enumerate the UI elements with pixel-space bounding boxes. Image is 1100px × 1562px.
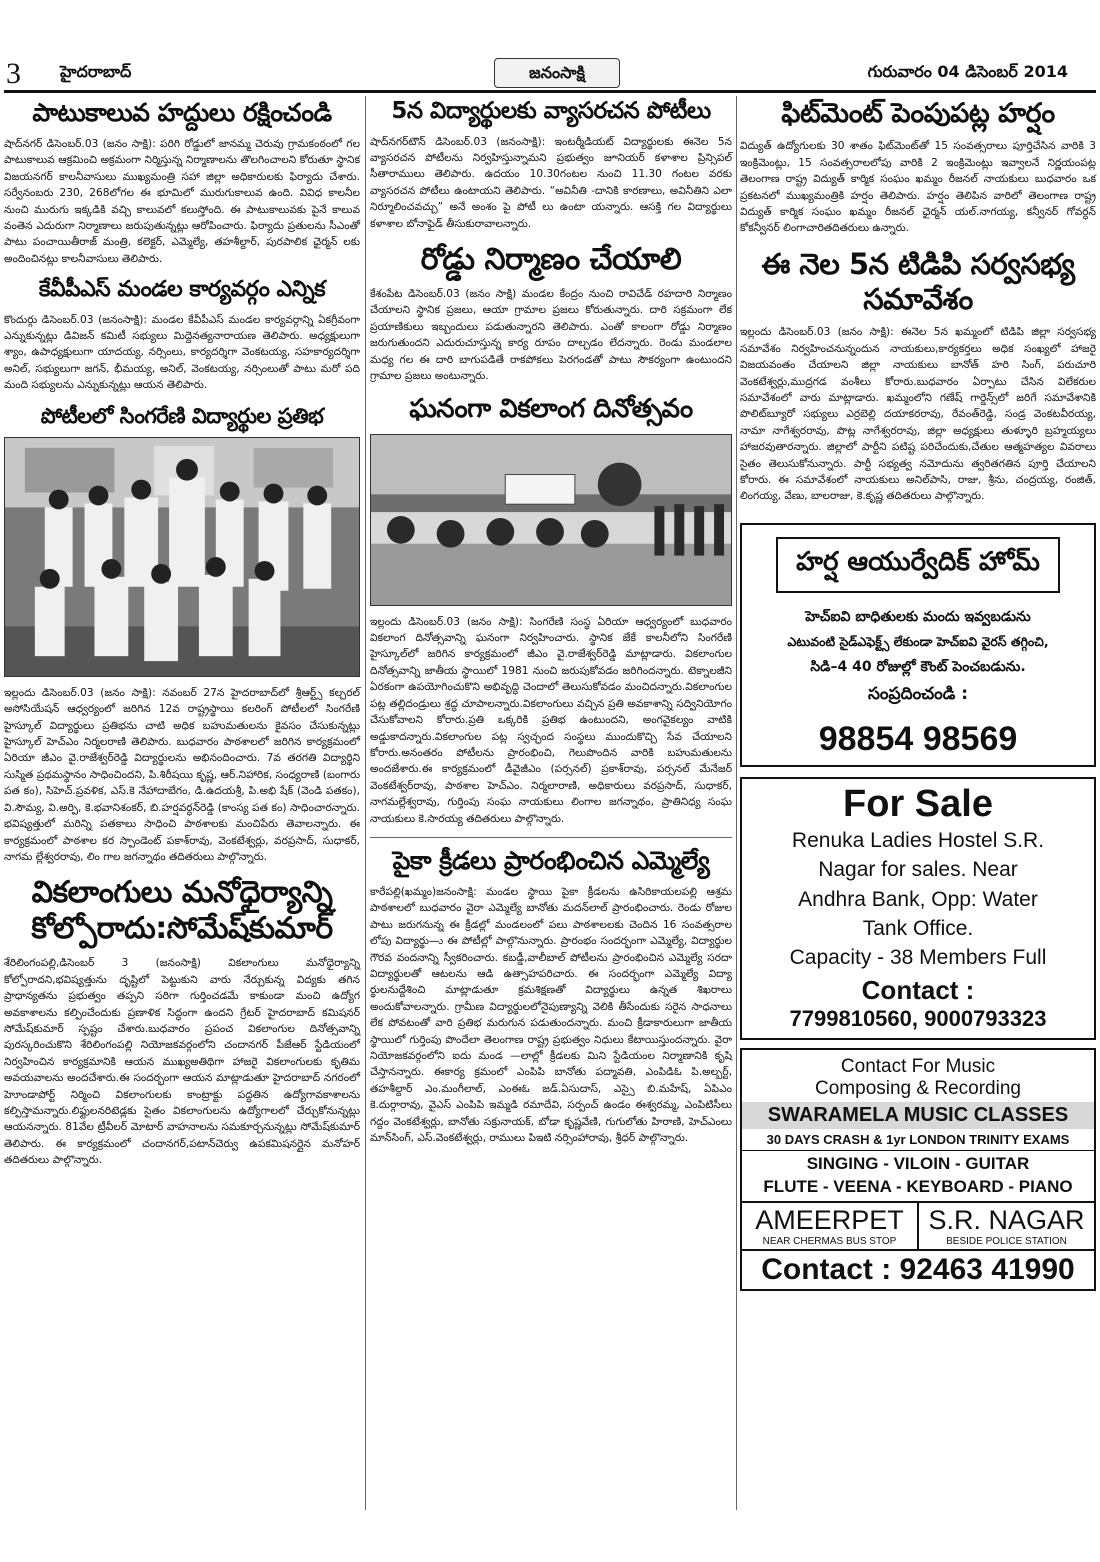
ad-phone: 7799810560, 9000793323 <box>789 1005 1047 1031</box>
ad-contact-label: సంప్రదించండి : <box>867 683 969 704</box>
ad-line: ఎటువంటి సైడ్‌ఎఫెక్ట్స్ లేకుండా హెచ్ఐవి వైరస్ తగ్గించి, <box>787 633 1049 649</box>
ad-line: Tank Office. <box>862 917 974 941</box>
ad-locations <box>742 1201 1094 1249</box>
column-middle <box>370 96 732 1156</box>
edition-date: గురువారం 04 డిసెంబర్ 2014 <box>867 62 1068 81</box>
headline-line-1: వికలాంగులు మనోధైర్యాన్ని <box>31 875 333 911</box>
headline: పైకా క్రీడలు ప్రారంభించిన ఎమ్మెల్యే <box>370 837 732 876</box>
article-kvps <box>4 277 360 393</box>
ad-line: Andhra Bank, Opp: Water <box>798 887 1038 911</box>
ad-phone: 98854 98569 <box>818 719 1018 758</box>
article-disabled-day <box>370 394 732 826</box>
article-body: విద్యుత్ ఉద్యోగులకు 30 శాతం ఫిట్‌మెంట్‌తో 15 సంవత్సరాలు పూర్తిచేసిన వారికి 3 ఇంక్రిమెంట్లు, 15 సంవత్సరాలలోపు వారికి 2 ఇంక్రిమెంట్లు ఇవ్వాలనే నిర్ణయంపట్ల తెలంగాణ రాష్ట్ర విద్యుత్ కార్మిక సంఘం ఖమ్మం రీజనల్ నాయకులు బుధవారం ఒక ప్రకటనలో ముఖ్యమంత్రికి హర్షం తెలిపారు. హర్షం తెలిపిన వారిలో తెలంగాణ రాష్ట్ర విద్యుత్ కార్మిక సంఘం ఖమ్మం రీజనల్ ఛైర్మన్ యల్.నాగయ్య, కన్వీనర్ గోవర్ధన్ కోకన్వీనర్ లింగాచారితదితరులు ఉన్నారు. <box>740 140 1096 235</box>
ad-courses: 30 DAYS CRASH & 1yr LONDON TRINITY EXAMS <box>766 1131 1070 1147</box>
masthead <box>0 58 1100 90</box>
article-tdp <box>740 247 1096 505</box>
article-road <box>370 242 732 384</box>
location-sr-nagar <box>917 1203 1094 1249</box>
article-body: షాద్‌నగర్ డిసెంబర్.03 (జనం సాక్షి): పరిగి రోడ్డులో జానమ్మ చెరువు గ్రామకంఠంలో గల పాటుకాలువ ఆక్రమించి అక్రమంగా నిర్మిస్తున్న నిర్మాణాలను తొలగించాలని కోరుతూ స్థానిక విజయనగర్ కాలనీవాసులు ముఖ్యమంత్రి సహా జిల్లా అధికారులకు ఫిర్యాదు చేశారు. సర్వేనంబరు 230, 268లోగల ఈ భూమిలో మురుగుకాలువ ఉంది. వివిధ కాలనీల నుంచి మురుగు ఇక్కడికి వచ్చి కాలువలో కలుస్తోంది. ఈ పాటుకాలువకు పైనే కాలువ వంతెన ఎదురుగా నిర్మాణాలు జరుపుతున్నట్లు ఆరోపించారు. ఫిర్యాదు ప్రతులను సీఎంతో పాటు పంచాయితీరాజ్ మంత్రి, కలెక్టర్, ఎమ్మెల్యే, తహశీల్దార్, పురపాలిక ఛైర్మన్ లకు అందించినట్లు కాలనీవాసులు తెలిపారు. <box>4 138 360 265</box>
column-divider <box>736 96 737 1510</box>
ad-title: SWARAMELA MUSIC CLASSES <box>742 1102 1094 1129</box>
students-photo <box>4 437 360 677</box>
location-name: S.R. NAGAR <box>928 1204 1085 1235</box>
ad-instruments: SINGING - VILOIN - GUITAR <box>742 1150 1094 1174</box>
headline: 5న విద్యార్థులకు వ్యాసరచన పోటీలు <box>391 98 711 124</box>
ad-line: Contact For Music <box>840 1055 996 1077</box>
article-body: ఇల్లందు డిసెంబర్.03 (జనం సాక్షి): సింగరేణి సంస్థ ఏరియా ఆధ్వర్యంలో బుధవారం వికలాంగ దినోత్సవాన్ని ఘనంగా నిర్వహించారు. స్థానిక జేకే కాలనీలోని సింగరేణి హైస్కూల్‌లో జరిగిన కార్యక్రమంలో జీఎం వై.రాజేశ్వర్‌రెడ్డి మాట్లాడారు. వికలాంగుల దినోత్సవాన్ని జాతీయ స్థాయిలో 1981 నుంచి జరుపుకోవడం జరిగిందన్నారు. టెక్నాలజీని ఏరకంగా ఉపయోగించుకొని అభివృద్ధి చెందాలో తెలుసుకోవడం మంచిదన్నారు.వికలాంగుల పట్ల తల్లిదండ్రులు శ్రద్ధ చూపాలన్నారు.వికలాంగులు వచ్చిన ప్రతి అవకాశాన్ని సద్వినియోగం చేసుకోవాలని కోరారు.ప్రతి ఒక్కరికి ప్రతిభ ఉంటుందని, అంగవైకల్యం వాటికి అడ్డుకాదన్నారు.వికలాంగుల పట్ల స్వచ్ఛంద సంస్థలు ముందుకొచ్చి సేవ చేయాలని కోరారు.అనంతరం పోటీలను ప్రారంభించి, గెలుపొందిన వారికి బహుమతులను అందజేశారు.ఈ కార్యక్రమంలో డీవైజీఎం (పర్సనల్) ప్రకాశ్‌రావు, పర్సనల్ మేనేజర్ వెంకటేశ్వర్‌రావు, పాఠశాల హెచ్ఎం. నిర్మలారాణి, అధికారులు వరప్రసాద్, సుధాకర్, నాగమల్లేశ్వరావు, గుర్తింపు సంఘ నాయకులు లింగాల జగన్నాథం, ప్రాతినిధ్య సంఘ నాయకులు కె.సారయ్య తదితరులు పాల్గొన్నారు. <box>370 615 732 825</box>
article-somesh <box>4 875 360 1168</box>
article-body: శేరిలింగంపల్లి,డిసెంబర్ 3 (జనంసాక్షి) వికలాంగులు మనోధైర్యాన్ని కోల్పోరాదని,భవిష్యత్తును దృష్టిలో పెట్టుకుని వారు నేర్చుకున్న విద్యకు తగిన ప్రాధాన్యతను ప్రభుత్వం తప్పని సరిగా గుర్తించడమే కాకుండా మంచి ఉద్యోగ అవకాశాలను కల్పించేందుకు ప్రణాళిక సిద్ధంగా ఉందని గ్రేటర్ హైదరాబాద్ కమిషనర్ సోమేష్‌కుమార్ స్పష్టం చేశారు.బుధవారం ప్రపంచ వికలాంగుల దినోత్సవాన్ని పురస్కరించుకొని శేరిలింగంపల్లి నియోజకవర్గంలోని చందానగర్ పీజేఆర్ స్టేడియంలో నిర్వహించిన కార్యక్రమానికి ఆయన ముఖ్యఅతిథిగా హాజరై వికలాంగులకు కృతిమ అవయవాలను అందచేశారు.ఈ సందర్భంగా ఆయన మాట్లాడుతూ హైదరాబాద్ నగరంలో హెూండాపోర్ట్ నిర్మించి వికలాంగులకు కాంట్రాక్టు పద్ధతిన ఉద్యోగావకాశాలను కల్పిస్తామన్నారు.లిఫ్టులనరిటెడ్లకు సైతం వికలాంగులను ఉద్యోగాలలో చేర్చుకోనున్నట్లు ఆయనన్నారు. 81వేల ట్రీవీలర్ మోటార్ వాహనాలను సమకూర్చనున్నట్లు సోమేష్‌కుమార్ తెలిపారు. ఈ కార్యక్రమంలో చందానగర్,పటాన్‌చెర్వు ఉపకమిషనర్లైన మనోహర్ తదితరులు పాల్గొన్నారు. <box>4 957 360 1167</box>
headline: పాటుకాలువ హద్దులు రక్షించండి <box>32 98 332 127</box>
headline: రోడ్డు నిర్మాణం చేయాలి <box>420 242 682 278</box>
ad-instruments: FLUTE - VEENA - KEYBOARD - PIANO <box>763 1176 1073 1196</box>
ad-contact-label: Contact : <box>861 974 975 1005</box>
location-name: AMEERPET <box>755 1204 904 1235</box>
article-potukaluva <box>4 98 360 267</box>
article-body: ఇల్లందు డిసెంబర్.03 (జనం సాక్షి): నవంబర్ 27న హైదరాబాద్‌లో శ్రీఆర్ట్స్ కల్చరల్ అసోసియేషన్ ఆధ్వర్యంలో జరిగిన 12వ రాష్ట్రస్థాయి కలరింగ్ పోటీలలో సింగరేణి హైస్కూల్ విద్యార్థులు ప్రతిభను చాటి అధిక బహుమతులను కైవసం చేసుకున్నట్లు హైస్కూల్ హెచ్ఎం నిర్మలరాణి తెలిపారు. బుధవారం పాఠశాలలో జరిగిన కార్యక్రమంలో ఏరియా జీఎం వై.రాజేశ్వర్‌రెడ్డి విద్యార్థులను అభినందించారు. 7వ తరగతి విద్యార్థిని సుస్మిత ప్రథమస్థానం సాధించిందని, పి.శిరీషయి కృష్ణ, ఆర్.నిహారిక, సంధ్యరాణి (బంగారు పత కం), సిహెచ్.ప్రవళిక, ఎస్.కె నేహాదాబేగం, డి.ఉదయశ్రీ, పి.అభి షేక్ (వెండి పతకం), వి.సౌమ్య, వి.అర్పి, కె.భవానిశంకర్, బి.హర్షవర్ధన్‌రెడ్డి (కాంస్య పత కం) సాధించారన్నారు. భవిష్యత్తులో మరిన్ని పతకాలు సాధించి పాఠశాలకు మంచిపేరు తెవాలన్నారు. ఈ కార్యక్రమంలో పాఠశాల కర స్పాండెంట్ పకాశ్‌రావు, వెంకటేశ్వర్లు, వరప్రసాద్, సుధాకర్, నాగమ ల్లేశ్వరరావు, లిం గాల జగన్నాథం తదితరులు పాల్గొన్నారు. <box>4 686 360 863</box>
location-note: BESIDE POLICE STATION <box>946 1235 1067 1247</box>
ad-phone: Contact : 92463 41990 <box>742 1249 1094 1289</box>
ad-line: Renuka Ladies Hostel S.R. <box>791 828 1045 852</box>
headline-line-2: సమావేశం <box>863 281 973 316</box>
article-body: కేశంపేట డిసెంబర్.03 (జనం సాక్షి) మండల కేంద్రం నుంచి రావిచేడ్ రహదారి నిర్మాణం చేయాలని స్థానిక ప్రజలు, ఆయా గ్రామాల ప్రజలు కోరుతున్నారు. దారి సక్రమంగా లేక ప్రయాణికులు ఇబ్బందులు పడుతున్నారని తెలిపారు. ఎంతో కాలంగా రోడ్డు నిర్మాణం జరుగుతుందని ఎదురుచూస్తున్న కార్య రూపం దాల్చడం లేదన్నారు. రెండు మండలాల మధ్య గల ఈ దారి బాగుపడితే రాకపోకలు పెరగండతో పాటు సౌకర్యంగా ఉంటుందని గ్రామాల ప్రజలు అంటున్నారు. <box>370 288 732 383</box>
ad-line: Composing & Recording <box>815 1077 1021 1099</box>
ad-title: హర్ష ఆయుర్వేదిక్ హోమ్ <box>776 537 1060 593</box>
ad-line: హెచ్ఐవి బాధితులకు మందు ఇవ్వబడును <box>805 608 1031 625</box>
article-body: ఇల్లందు డిసెంబర్.03 (జనం సాక్షి): ఈనెల 5న ఖమ్మంలో టిడిపి జిల్లా సర్వసభ్య సమావేశం నిర్వహించనున్నందున నాయకులు,కార్యకర్తలు అధిక సంఖ్యలో హాజరై విజయవంతం చేయాలని జిల్లా నాయకులు బానోత్ హరి సింగ్, పరుచూరి వెంకటేశ్వర్లు,ముద్రగడ వంశీలు కోరారు.బుధవారం ఏర్పాటు చేసిన విలేకరుల సమావేశంలో వారు మాట్లాడారు. ఖమ్మంలోని గణేష్ గార్డెన్స్‌లో జరిగే సమావేశానికి పొలిట్‌బ్యూరో సభ్యులు ఎర్రబెల్లి దయాకరరావు, రేవంత్‌రెడ్డి, సండ్ర వెంకటవీరయ్య, నామా నాగేశ్వరరావు, పొట్ల నాగేశ్వరరావు, జిల్లా అధ్యక్షులు తుళ్ళూరి బ్రహ్మయ్యలు హాజరవుతారన్నారు. జిల్లాలో పార్టీని పటిష్ట పరిచేందుకు,చేతుల ఆత్మహత్యల వివరాలు సైతం తెలుసుకోనున్నారు. పార్టీ సభ్యత్వ నమోదును త్వరితగతిన పూర్తి చేయాలని కోరారు. ఈ సమావేశంలో నాయకులు అనిల్‌పాసి, రాజు, శ్రీను, చంద్రయ్య, రంజిత్, లింగయ్య, వేణు, బాలరాజు, కె.కృష్ణ తదితరులు పాల్గొన్నారు. <box>740 326 1096 503</box>
ad-line: సిడి–4 40 రోజుల్లో కౌంట్ పెంచబడును. <box>810 658 1026 675</box>
edition-city: హైదరాబాద్ <box>60 62 132 81</box>
page-number: 3 <box>6 57 21 90</box>
ad-line: Nagar for sales. Near <box>818 858 1018 882</box>
article-paika <box>370 837 732 1147</box>
headline: పోటీలలో సింగరేణి విద్యార్థుల ప్రతిభ <box>40 403 324 428</box>
ad-line: Capacity - 38 Members Full <box>789 946 1047 970</box>
article-body: షాద్‌నగర్‌టౌన్ డిసెంబర్.03 (జనంసాక్షి): ఇంటర్మీడియట్ విద్యార్థులకు ఈనెల 5న వ్యాసరచన పోటీలను నిర్వహిస్తున్నామని ప్రభుత్వం జూనియర్ కళాశాల ప్రిన్సిపల్ సీతారాములు తెలిపారు. ఉదయం 10.30గంటల నుంచి 11.30 గంటల వరకు వ్యాసరచన పోటీలు ఉంటాయని తెలిపారు. “అవినీతి -దానికి కారణాలు, అవినీతిని ఎలా నిర్మూలించవచ్చు” అనే అంశం పై పోటీ లు ఉంటా యన్నారు. ఆసక్తి గల విద్యార్థులు కళాశాల బోనాఫైడ్ తీసుకురావాలన్నారు. <box>370 135 732 230</box>
ad-harsha-ayurvedic <box>740 523 1096 767</box>
column-divider <box>365 96 366 1510</box>
ad-music-classes <box>740 1048 1096 1291</box>
article-body: కారేపల్లి(ఖమ్మం)జనంసాక్షి: మండల స్థాయి పైకా క్రీడలను ఉసిరికాయలపల్లి ఆశ్రమ పాఠశాలలో బుధవారం వైరా ఎమ్మెల్యే బానోతు మదన్‌లాల్ ప్రారంభించారు. రెండు రోజుల పాటు జరుగనున్న ఈ క్రీడల్లో మండలంలో పలు పాఠశాలలకు చెందిన 16 సంవత్సరాల లోపు విద్యార్థు—ు ఈ పోటీల్లో పాల్గొనున్నారు. ప్రారంభం సందర్భంగా ఎమ్మెల్యే, విద్యార్థుల గౌరవ వందనాన్ని స్వీకరించారు. కబడ్డీ,వాలీబాల్ పోటీలను ప్రారంభించిన ఎమ్మెల్యే సరదా విద్యార్థులతో ఆటలను ఆడి ఉత్సాహపరిచారు. ఈ సందర్భంగా ఎమ్మెల్యే విద్యా ర్థులనుద్దేశించి మాట్లాడుతూ క్రమశిక్షణతో విద్యార్థులు ఉన్నత శిఖరాలు అందుకోవాలన్నారు. గ్రామీణ విద్యార్థులలోనైపుణ్యాన్ని వెలికి తీసేందుకు సరైన సాధనాలు లేక పోవటంతో వారి ప్రతిభ మరుగున పడుతుందన్నారు. మంచి క్రీడాకారులుగా జాతీయ స్థాయిలో గుర్తింపు పొందేలా తెలంగాణ రాష్ట్ర ప్రభుత్వం నిధులు కేటాయిస్తుందన్నారు. వైరా నియోజకవర్గంలోని ఐదు మండ —లాల్లో క్రీడలకు మిని స్టేడియంల నిర్మాణానికి కృషి చేస్తానన్నారు. ఈకార్య క్రమంలో ఎంపిపి బానోతు పద్మావతి, ఎంపిడిఓ పి.అల్బర్ట్, తహశీల్దార్ ఎం.మంగీలాల్, ఎంఈఓ జడ్.ఏసుదాస్, ఎస్సై బి.మహేష్, ఏపిఎం కె.దుర్గారావు, వైఎస్ ఎంపిపి ఇమ్మడి రమాదేవి, సర్పంచ్ ఉండం ఈశ్వరమ్మ, ఎంపిటిసీలు గద్దం వెంకటేశ్వర్లు, బానోతు సక్రునాయక్, బోడా కృష్ణవేణి, గుగులోతు హిరాణి, హెచ్ఎంలు మాన్‌సింగ్, ఎస్.వెంకటేశ్వర్లు, రాములు పిఇటి నర్సింహారావు, శ్రీధర్ పాల్గొన్నారు. <box>370 885 732 1145</box>
headline-line-1: ఈ నెల 5న టిడిపి సర్వసభ్య <box>761 246 1075 281</box>
column-right <box>740 96 1096 1291</box>
article-singareni <box>4 404 360 866</box>
article-fitment <box>740 98 1096 237</box>
event-photo <box>370 434 732 606</box>
headline: కేవీపీఎస్ మండల కార్యవర్గం ఎన్నిక <box>38 277 326 303</box>
location-note: NEAR CHERMAS BUS STOP <box>762 1235 897 1247</box>
column-left <box>4 96 360 1179</box>
header-rule <box>4 90 1096 93</box>
headline-line-2: కోల్పోరాదు:సోమేష్‌కుమార్ <box>31 911 333 947</box>
newspaper-logo: జనంసాక్షి <box>494 58 620 88</box>
ad-title: For Sale <box>843 782 993 825</box>
article-essay <box>370 98 732 232</box>
article-body: కొందుర్గు డిసెంబర్.03 (జనంసాక్షి): మండల కేవీపీఎస్ మండల కార్యవర్గాన్ని ఏకగ్రీవంగా ఎన్నుకున్నట్లు డివిజన్ కమిటీ సభ్యులు మిద్దెనత్యనారాయణ తెలిపారు. అధ్యక్షులుగా శ్యాం, ఉపాధ్యక్షులుగా యాదయ్య, నర్సింలు, కార్యదర్శిగా వెంకటయ్య, సహకార్యదర్శిగా అనిల్, సభ్యులుగా జగన్, భీమయ్య, అనిల్, వెంకటయ్య, నర్సింలుతో పాటు మరో పది మంది సభ్యులను ఎన్నుకున్నట్లు ఆయన తెలిపారు. <box>4 313 360 392</box>
location-ameerpet <box>742 1203 917 1249</box>
headline: ఘనంగా వికలాంగ దినోత్సవం <box>409 394 693 425</box>
ad-hostel-for-sale <box>740 777 1096 1040</box>
headline: ఫిట్‌మెంట్ పెంపుపట్ల హర్షం <box>781 98 1055 129</box>
